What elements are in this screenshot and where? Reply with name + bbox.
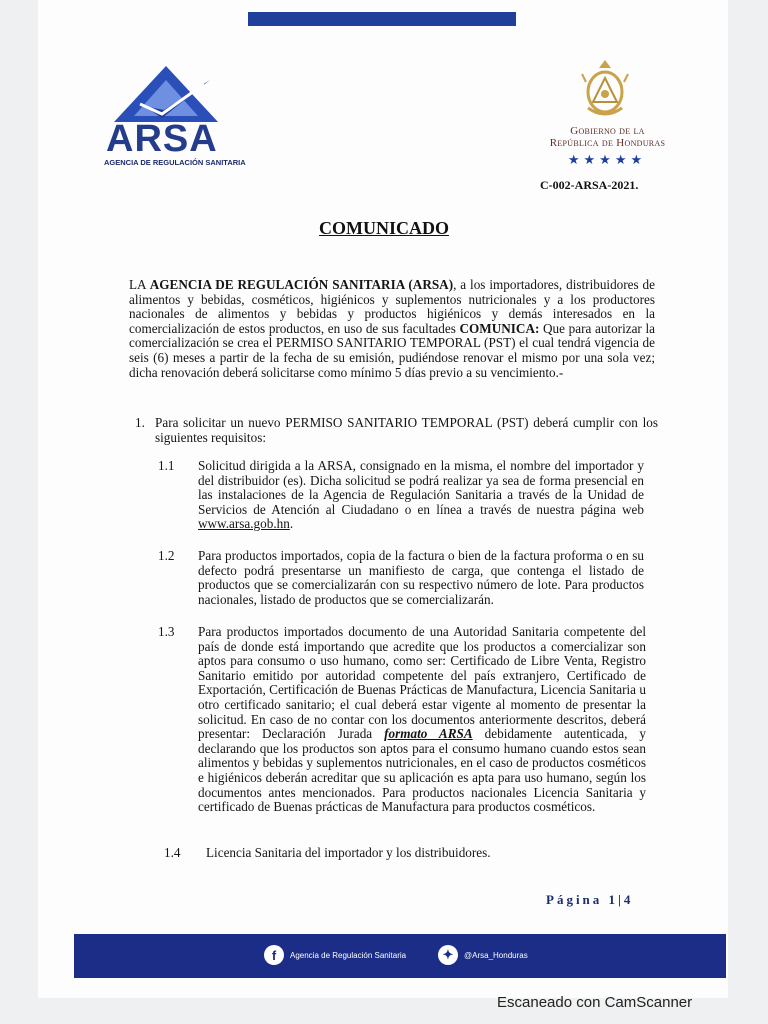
sub-item-text: Para productos importados, copia de la factura o bien de la factura proforma o en su defecto podrá presentarse un manifiesto de carga, que contenga el listado de productos que se comercializarán con su respectivo número de lote. Para productos nacionales, listado de productos que se comercializarán. [198,548,644,607]
sub-item-text [198,459,644,532]
facebook-link[interactable] [264,945,406,965]
header-color-bar [248,12,516,26]
sub-item-number: 1.1 [158,458,175,473]
comunica-label: COMUNICA: [459,320,540,336]
sub-item-number: 1.3 [158,624,175,639]
government-line-1: Gobierno de la [570,125,645,137]
intro-paragraph [129,278,655,380]
twitter-icon: ✦ [438,945,458,965]
formato-arsa-label: formato ARSA [384,726,473,742]
twitter-link[interactable] [438,945,528,965]
intro-lead: LA [129,277,150,292]
twitter-label: @Arsa_Honduras [464,950,528,960]
sub-item-body-a: Para productos importados documento de una Autoridad Sanitaria competente del país de donde está importando que acredite que los productos a comercializar son aptos para consumo o uso humano, como ser: Certificado de Libre Venta, Registro Sanitario emitido por autoridad competente del país extranjero, Certificado de Exportación, Certificación de Buenas Prácticas de Manufactura, Licencia Sanitaria u otro certificado sanitario; el cual deberá estar vigente al momento de presentar la solicitud. En caso de no contar con los documentos anteriormente descritos, deberá presentar: Declaración Jurada [198,624,646,742]
sub-item-number: 1.4 [164,845,181,860]
item-text: Para solicitar un nuevo PERMISO SANITARIO TEMPORAL (PST) deberá cumplir con los siguientes requisitos: [155,415,658,445]
honduras-seal-icon [580,58,630,122]
footer-bar [74,934,726,978]
honduras-stars-icon: ★★★★★ [567,152,647,167]
government-line-2: República de Honduras [549,137,666,149]
sub-item-body: Solicitud dirigida a la ARSA, consignado en la misma, el nombre del importador y del distribuidor (es). Dicha solicitud se podrá realizar ya sea de forma presencial en las instalaciones de la Agencia de Regulación Sanitaria a través de la Unidad de Servicios de Atención al Ciudadano o en línea a través de nuestra página web [198,458,644,517]
sub-item-text [198,625,646,815]
sub-item-text: Licencia Sanitaria del importador y los distribuidores. [206,845,491,860]
facebook-label: Agencia de Regulación Sanitaria [290,950,407,960]
camscanner-watermark: Escaneado con CamScanner [497,994,693,1011]
arsa-website-link[interactable]: www.arsa.gob.hn [198,516,290,532]
facebook-icon: f [264,945,284,965]
intro-text-1: , a los importadores, distribuidores de alimentos y bebidas, cosméticos, higiénicos y suplementos nutricionales y a los productores nacionales de alimentos y bebidas y productos higiénicos y demás interesados en la comercialización de estos productos, en uso de sus facultades [129,277,655,336]
arsa-logo-text: ARSA [106,118,218,160]
document-code: C-002-ARSA-2021. [540,178,639,192]
page-title: COMUNICADO [319,218,449,238]
page-number: Página 1|4 [546,892,634,907]
item-number: 1. [135,415,145,430]
sub-item-body-b: debidamente autenticada, y declarando que los productos son aptos para el consumo humano cuando estos sean alimentos y bebidas y suplementos nutricionales, en el caso de productos cosméticos e higiénicos deberán acreditar que su aplicación es apta para uso humano, según los documentos antes mencionados. Para productos nacionales Licencia Sanitaria y certificado de Buenas prácticas de Manufactura para productos cosméticos. [198,726,646,815]
arsa-subtitle: AGENCIA DE REGULACIÓN SANITARIA [104,158,246,167]
agency-name: AGENCIA DE REGULACIÓN SANITARIA (ARSA) [149,277,454,292]
sub-item-tail: . [289,516,294,532]
sub-item-number: 1.2 [158,548,175,563]
intro-text-2: Que para autorizar la comercialización se crea el PERMISO SANITARIO TEMPORAL (PST) el cual tendrá vigencia de seis (6) meses a partir de la fecha de su emisión, pudiéndose renovar el mismo por una sola vez; dicha renovación deberá solicitarse como mínimo 5 días previo a su vencimiento.- [129,320,655,380]
government-label [530,125,685,149]
